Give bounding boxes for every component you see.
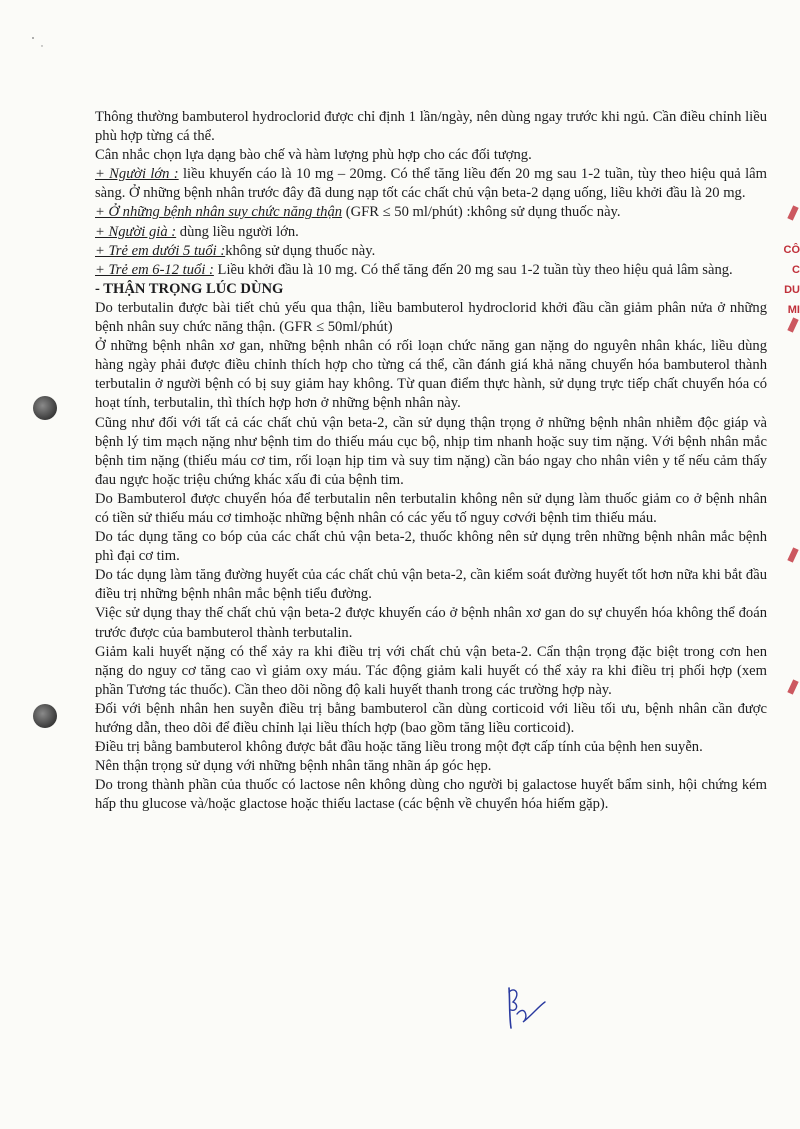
dosage-6-12: + Trẻ em 6-12 tuổi : Liều khởi đầu là 10 mg. Có thể tăng đến 20 mg sau 1-2 tuần tùy theo hiệu quả lâm sàng. [95, 261, 733, 278]
edge-stamp-line: C [792, 264, 800, 276]
caution-paragraph: Ở những bệnh nhân xơ gan, những bệnh nhân có rối loạn chức năng gan nặng do nguyên nhân khác, liều dùng hàng ngày phải được điều chỉnh thích hợp cho từng cá thể, cần đánh giá khả năng chuyển hóa bambuterol thành terbutalin ở người bệnh có bị suy giảm hay không. Từ quan điểm thực hành, sử dụng trực tiếp chất chuyển hóa có hoạt tính, terbutalin, thì thích hợp hơn ở những bệnh nhân này. [95, 338, 767, 412]
caution-paragraph: Nên thận trọng sử dụng với những bệnh nhân tăng nhãn áp góc hẹp. [95, 758, 492, 775]
scan-specks [30, 35, 60, 60]
edge-stamp-line: MI [787, 304, 800, 316]
caution-paragraph: Do terbutalin được bài tiết chủ yếu qua thận, liều bambuterol hydroclorid khởi đầu cần giảm phân nửa ở những bệnh nhân suy chức năng thận. (GFR ≤ 50ml/phút) [95, 299, 767, 336]
caution-paragraph: Điều trị bằng bambuterol không được bắt đầu hoặc tăng liều trong một đợt cấp tính của bệnh hen suyễn. [95, 739, 703, 756]
document-body [95, 108, 767, 814]
edge-stamp-mark [787, 205, 798, 220]
punch-hole-bottom [33, 704, 57, 728]
dosage-renal: + Ở những bệnh nhân suy chức năng thận (GFR ≤ 50 ml/phút) :không sử dụng thuốc này. [95, 204, 621, 221]
caution-paragraph: Do tác dụng tăng co bóp của các chất chủ vận beta-2, thuốc không nên sử dụng trên những bệnh nhân mắc bệnh phì đại cơ tim. [95, 529, 767, 565]
caution-paragraph: Do tác dụng làm tăng đường huyết của các chất chủ vận beta-2, cần kiểm soát đường huyết tốt hơn nữa khi bắt đầu điều trị những bệnh nhân mắc bệnh tiểu đường. [95, 567, 767, 603]
edge-stamp [770, 240, 800, 320]
dosage-under-5: + Trẻ em dưới 5 tuổi :không sử dụng thuốc này. [95, 242, 376, 259]
dosage-label: + Người lớn : [95, 166, 179, 183]
handwritten-signature [495, 980, 555, 1040]
edge-stamp-mark [787, 547, 798, 562]
dosage-elderly: + Người già : dùng liều người lớn. [95, 223, 299, 240]
caution-paragraph: Giảm kali huyết nặng có thể xảy ra khi điều trị với chất chủ vận beta-2. Cẩn thận trọng đặc biệt trong cơn hen nặng do nguy cơ tăng cao vì giảm oxy máu. Tác động giảm kali huyết có thể xảy ra khi điều trị phối hợp (xem phần Tương tác thuốc). Cần theo dõi nồng độ kali huyết thanh trong các trường hợp này. [95, 643, 767, 698]
caution-paragraph: Cũng như đối với tất cả các chất chủ vận beta-2, cần sử dụng thận trọng ở những bệnh nhân nhiễm độc giáp và bệnh lý tim mạch nặng như bệnh tim do thiếu máu cục bộ, nhịp tim nhanh hoặc suy tim nặng. Với bệnh nhân mắc bệnh tim nặng (thiếu máu cơ tim, rối loạn hịp tim và suy tim nặng) cần báo ngay cho nhân viên y tế nếu cảm thấy đau ngực hoặc triệu chứng khác xấu đi của bệnh tim. [95, 414, 767, 488]
caution-paragraph: Đối với bệnh nhân hen suyễn điều trị bằng bambuterol cần dùng corticoid với liều tối ưu, bệnh nhân cần được hướng dẫn, theo dõi để điều chỉnh lại liều thích hợp (bao gồm tăng liều corticoid). [95, 700, 767, 736]
punch-hole-top [33, 396, 57, 420]
caution-paragraph: Do trong thành phần của thuốc có lactose nên không dùng cho người bị galactose huyết bẩm sinh, hội chứng kém hấp thu glucose và/hoặc glactose hoặc thiếu lactase (các bệnh về chuyển hóa hiếm gặp). [95, 777, 767, 813]
edge-stamp-mark [787, 679, 798, 694]
paragraph: Cân nhắc chọn lựa dạng bào chế và hàm lượng phù hợp cho các đối tượng. [95, 147, 532, 164]
caution-paragraph: Do Bambuterol được chuyển hóa để terbutalin nên terbutalin không nên sử dụng làm thuốc giảm co ở bệnh nhân có tiền sử thiếu máu cơ timhoặc những bệnh nhân có các yếu tố nguy cơvới bệnh tim thiếu máu. [95, 490, 767, 526]
edge-stamp-line: CÔ [783, 244, 800, 256]
edge-stamp-line: DU [784, 284, 800, 296]
dosage-label: + Người già : [95, 223, 177, 240]
paragraph: Thông thường bambuterol hydroclorid được chỉ định 1 lần/ngày, nên dùng ngay trước khi ngủ. Cần điều chỉnh liều phù hợp từng cá thể. [95, 109, 767, 145]
section-heading: - THẬN TRỌNG LÚC DÙNG [95, 280, 284, 297]
caution-paragraph: Việc sử dụng thay thế chất chủ vận beta-2 được khuyến cáo ở bệnh nhân xơ gan do sự chuyển hóa không thể đoán trước được của bambuterol thành terbutalin. [95, 605, 767, 641]
dosage-label: + Ở những bệnh nhân suy chức năng thận [95, 204, 343, 221]
dosage-label: + Trẻ em dưới 5 tuổi : [95, 242, 226, 259]
dosage-adults: + Người lớn : liều khuyến cáo là 10 mg – 20mg. Có thể tăng liều đến 20 mg sau 1-2 tuần, tùy theo hiệu quả lâm sàng. Ở những bệnh nhân trước đây đã dung nạp tốt các chất chủ vận beta-2 dạng uống, liều khởi đầu là 20 mg. [95, 166, 767, 202]
dosage-label: + Trẻ em 6-12 tuổi : [95, 261, 214, 278]
